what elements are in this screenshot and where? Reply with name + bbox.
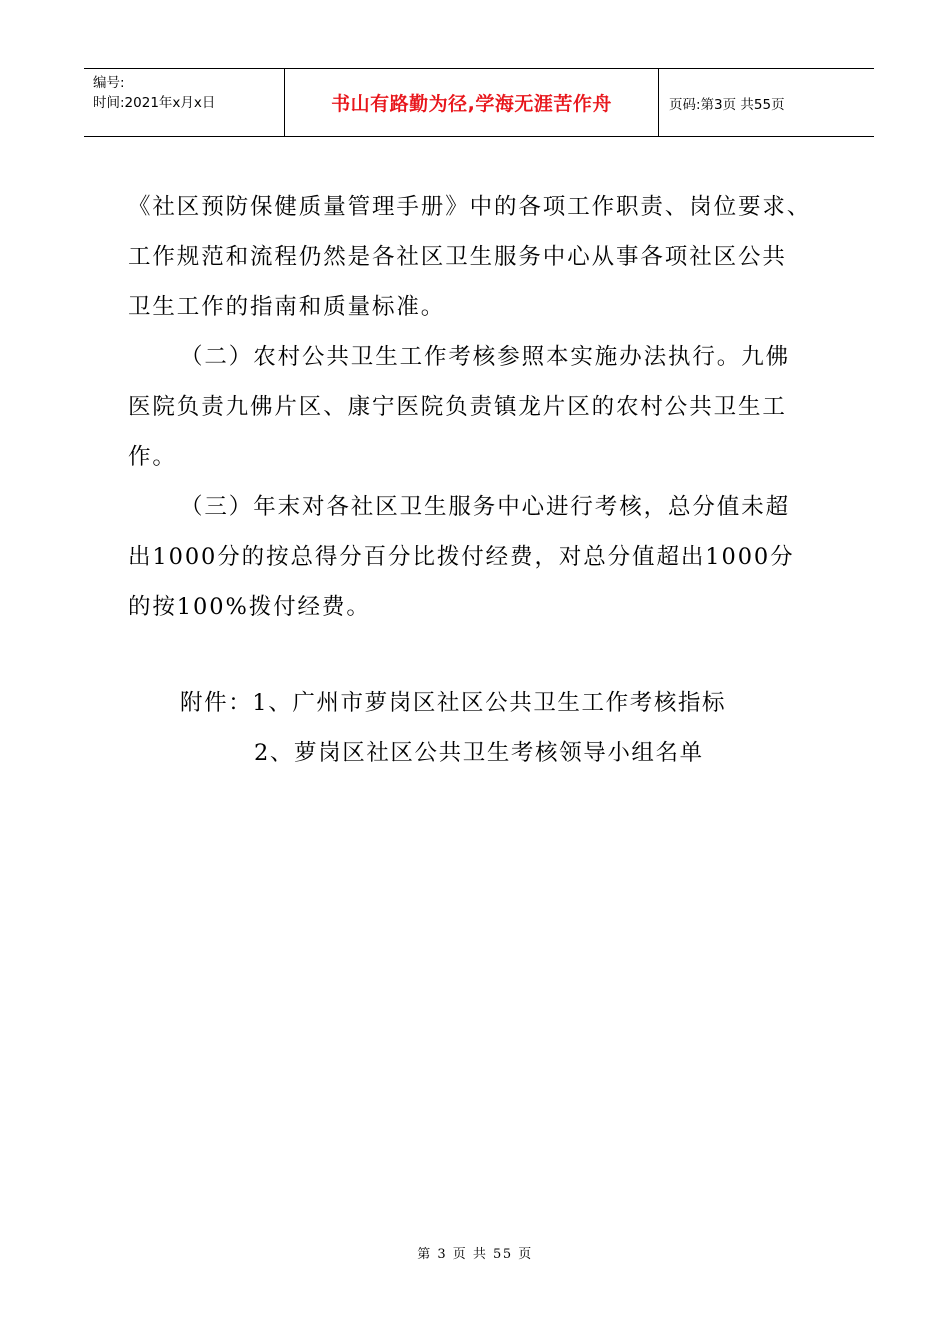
header-motto: 书山有路勤为径,学海无涯苦作舟 — [285, 69, 659, 136]
header-page-number: 页码:第3页 共55页 — [669, 96, 785, 113]
page-header — [84, 68, 874, 137]
body-line: 卫生工作的指南和质量标准。 — [128, 294, 446, 320]
attachment-line-1: 附件：1、广州市萝岗区社区公共卫生工作考核指标 — [180, 690, 727, 716]
document-number-label: 编号: — [93, 75, 125, 91]
header-meta — [84, 69, 285, 136]
attachment-line-2: 2、萝岗区社区公共卫生考核领导小组名单 — [254, 740, 704, 766]
body-line: （三）年末对各社区卫生服务中心进行考核，总分值未超 — [180, 494, 791, 520]
body-line: 工作规范和流程仍然是各社区卫生服务中心从事各项社区公共 — [128, 244, 787, 270]
body-line: 出1000分的按总得分百分比拨付经费，对总分值超出1000分 — [128, 544, 795, 570]
body-line: 的按100%拨付经费。 — [128, 594, 371, 620]
body-line: 医院负责九佛片区、康宁医院负责镇龙片区的农村公共卫生工 — [128, 394, 787, 420]
document-date-label: 时间:2021年x月x日 — [93, 95, 216, 111]
page-footer: 第 3 页 共 55 页 — [417, 1247, 533, 1262]
body-line: 作。 — [128, 444, 177, 470]
document-body — [128, 182, 832, 632]
body-line: （二）农村公共卫生工作考核参照本实施办法执行。九佛 — [180, 344, 791, 370]
body-line: 《社区预防保健质量管理手册》中的各项工作职责、岗位要求、 — [128, 194, 812, 220]
